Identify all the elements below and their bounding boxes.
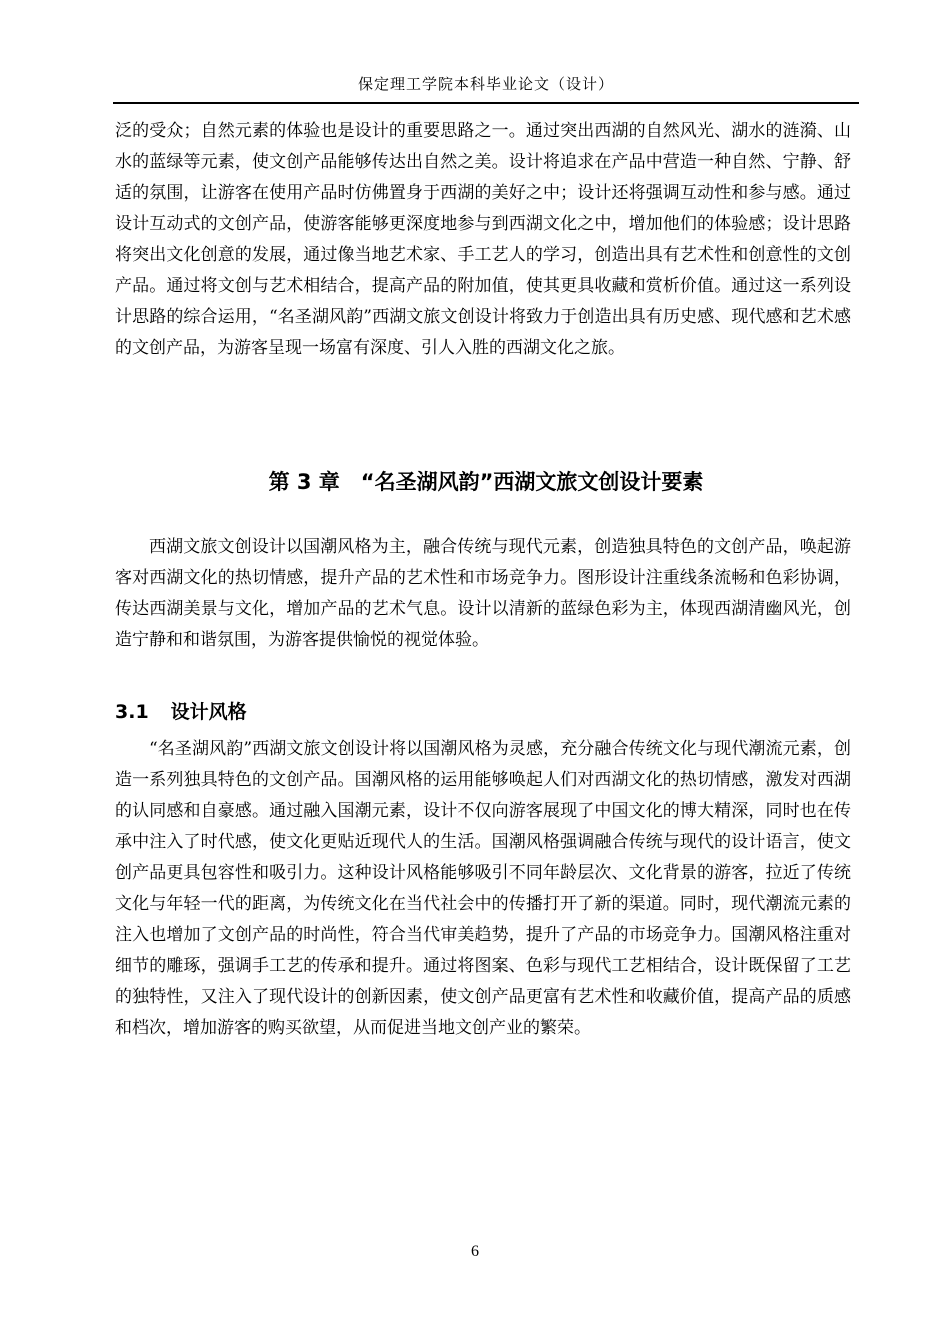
section-number: 3.1 xyxy=(115,701,149,723)
section-title: 设计风格 xyxy=(170,701,247,723)
body-paragraph-3: “名圣湖风韵”西湖文旅文创设计将以国潮风格为灵感，充分融合传统文化与现代潮流元素，创造一系列独具特色的文创产品。国潮风格的运用能够唤起人们对西湖文化的热切情感，激发对西湖的认同感和自豪感。通过融入国潮元素，设计不仅向游客展现了中国文化的博大精深，同时也在传承中注入了时代感，使文化更贴近现代人的生活。国潮风格强调融合传统与现代的设计语言，使文创产品更具包容性和吸引力。这种设计风格能够吸引不同年龄层次、文化背景的游客，拉近了传统文化与年轻一代的距离，为传统文化在当代社会中的传播打开了新的渠道。同时，现代潮流元素的注入也增加了文创产品的时尚性，符合当代审美趋势，提升了产品的市场竞争力。国潮风格注重对细节的雕琢，强调手工艺的传承和提升。通过将图案、色彩与现代工艺相结合，设计既保留了工艺的独特性，又注入了现代设计的创新因素，使文创产品更富有艺术性和收藏价值，提高产品的质感和档次，增加游客的购买欲望，从而促进当地文创产业的繁荣。 xyxy=(115,739,851,1038)
page-header xyxy=(113,66,859,104)
section-heading xyxy=(115,696,247,728)
body-paragraph-2: 西湖文旅文创设计以国潮风格为主，融合传统与现代元素，创造独具特色的文创产品，唤起游客对西湖文化的热切情感，提升产品的艺术性和市场竞争力。图形设计注重线条流畅和色彩协调，传达西湖美景与文化，增加产品的艺术气息。设计以清新的蓝绿色彩为主，体现西湖清幽风光，创造宁静和和谐氛围，为游客提供愉悦的视觉体验。 xyxy=(115,537,851,650)
header-title: 保定理工学院本科毕业论文（设计） xyxy=(357,75,614,93)
page-number: 6 xyxy=(471,1243,479,1260)
chapter-title: 第 3 章 “名圣湖风韵”西湖文旅文创设计要素 xyxy=(268,470,704,494)
body-paragraph-1: 泛的受众；自然元素的体验也是设计的重要思路之一。通过突出西湖的自然风光、湖水的涟漪、山水的蓝绿等元素，使文创产品能够传达出自然之美。设计将追求在产品中营造一种自然、宁静、舒适的氛围，让游客在使用产品时仿佛置身于西湖的美好之中；设计还将强调互动性和参与感。通过设计互动式的文创产品，使游客能够更深度地参与到西湖文化之中，增加他们的体验感；设计思路将突出文化创意的发展，通过像当地艺术家、手工艺人的学习，创造出具有艺术性和创意性的文创产品。通过将文创与艺术相结合，提高产品的附加值，使其更具收藏和赏析价值。通过这一系列设计思路的综合运用，“名圣湖风韵”西湖文旅文创设计将致力于创造出具有历史感、现代感和艺术感的文创产品，为游客呈现一场富有深度、引人入胜的西湖文化之旅。 xyxy=(115,121,851,358)
